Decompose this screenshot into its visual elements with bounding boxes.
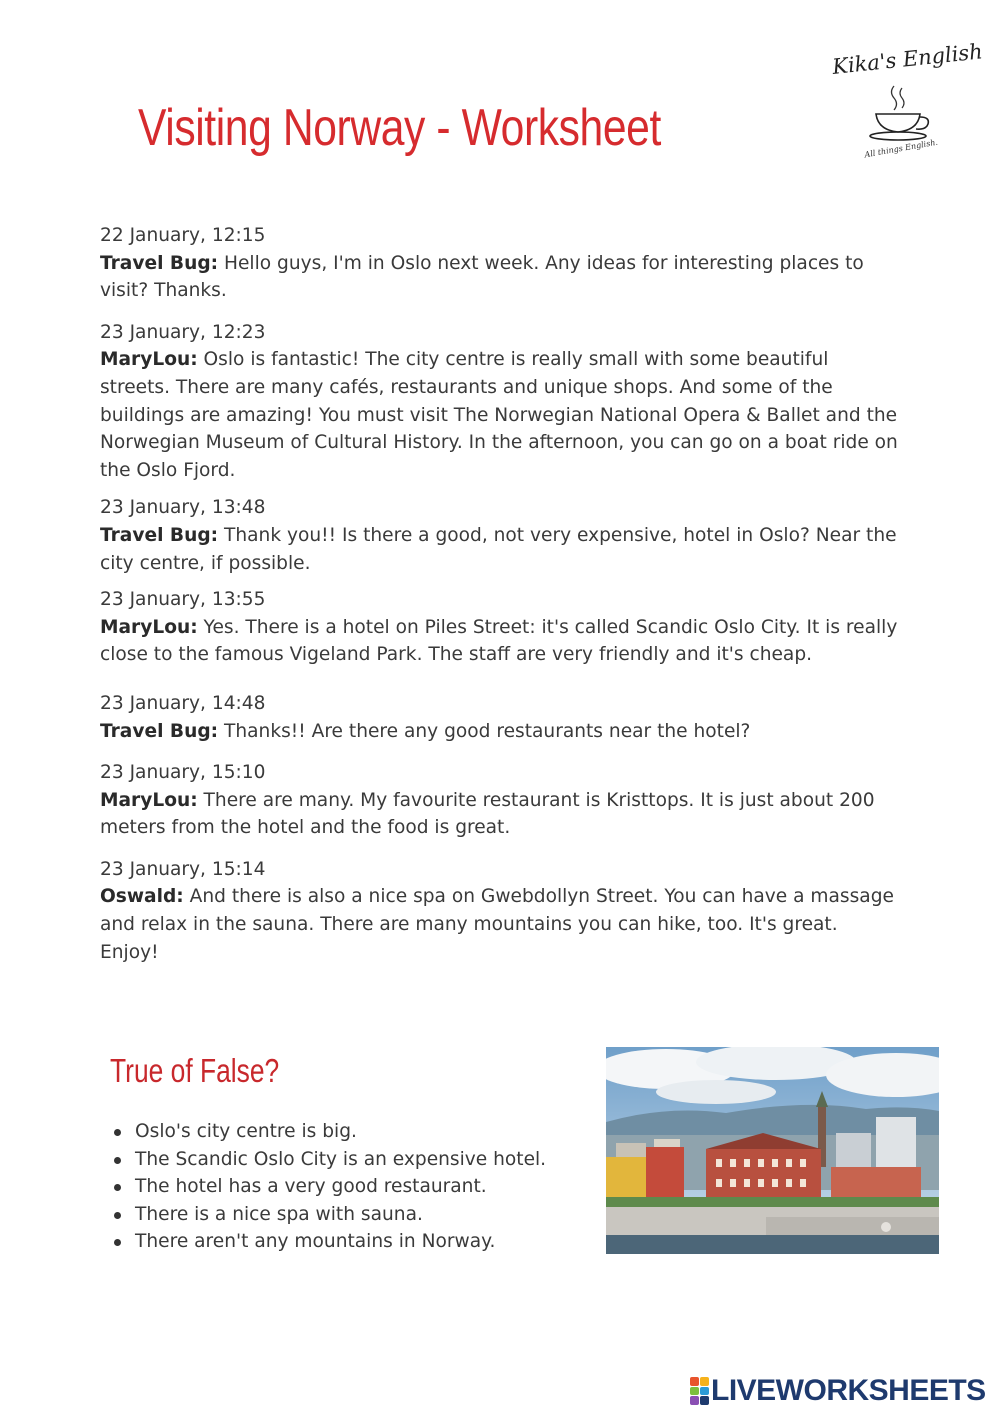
forum-post xyxy=(100,856,900,966)
post-author: Oswald: xyxy=(100,886,184,908)
forum-post xyxy=(100,494,900,577)
post-date: 23 January, 13:48 xyxy=(100,497,266,519)
forum-post xyxy=(100,759,900,842)
true-false-heading: True of False? xyxy=(110,1052,280,1089)
forum-post xyxy=(100,222,900,305)
post-text: Thanks!! Are there any good restaurants near the hotel? xyxy=(218,720,751,742)
post-date: 23 January, 15:10 xyxy=(100,762,266,784)
logo-tagline: All things English. xyxy=(863,137,939,160)
post-text: And there is also a nice spa on Gwebdollyn Street. You can have a massage and relax in the sauna. There are many mountains you can hike, too. It's great. Enjoy! xyxy=(100,886,894,963)
post-date: 22 January, 12:15 xyxy=(100,225,266,246)
oslo-city-photo xyxy=(606,1047,939,1254)
post-text: Thank you!! Is there a good, not very expensive, hotel in Oslo? Near the city centre, if possible. xyxy=(100,524,897,574)
post-author: MaryLou: xyxy=(100,616,198,638)
list-item: There aren't any mountains in Norway. xyxy=(135,1228,605,1256)
worksheet-title: Visiting Norway - Worksheet xyxy=(138,99,661,157)
post-author: Travel Bug: xyxy=(100,524,219,546)
true-false-list xyxy=(108,1118,605,1256)
post-date: 23 January, 15:14 xyxy=(100,858,266,880)
list-item: There is a nice spa with sauna. xyxy=(135,1201,605,1229)
post-text: Hello guys, I'm in Oslo next week. Any ideas for interesting places to visit? Thanks. xyxy=(100,252,864,302)
post-text: There are many. My favourite restaurant is Kristtops. It is just about 200 meters from the hotel and the food is great. xyxy=(100,789,875,839)
post-author: MaryLou: xyxy=(100,789,198,811)
forum-post xyxy=(100,319,900,485)
post-author: MaryLou: xyxy=(100,349,198,371)
post-author: Travel Bug: xyxy=(100,720,219,742)
list-item: The Scandic Oslo City is an expensive hotel. xyxy=(135,1146,605,1174)
liveworksheets-logo-icon xyxy=(690,1377,709,1405)
liveworksheets-text: LIVEWORKSHEETS xyxy=(711,1374,986,1407)
post-text: Yes. There is a hotel on Piles Street: it's called Scandic Oslo City. It is really close to the famous Vigeland Park. The staff are very friendly and it's cheap. xyxy=(100,616,898,666)
forum-post xyxy=(100,586,900,669)
logo-text: Kika's English xyxy=(831,39,984,79)
post-date: 23 January, 14:48 xyxy=(100,692,266,714)
list-item: Oslo's city centre is big. xyxy=(135,1118,605,1146)
forum-thread xyxy=(100,222,900,966)
post-date: 23 January, 13:55 xyxy=(100,589,266,611)
kikas-english-logo xyxy=(831,39,984,165)
list-item: The hotel has a very good restaurant. xyxy=(135,1173,605,1201)
liveworksheets-brand xyxy=(690,1374,986,1408)
post-date: 23 January, 12:23 xyxy=(100,321,266,343)
post-author: Travel Bug: xyxy=(100,252,219,274)
coffee-cup-icon xyxy=(864,82,934,144)
post-text: Oslo is fantastic! The city centre is really small with some beautiful streets. There are many cafés, restaurants and unique shops. And some of the buildings are amazing! You must visit The Norwegian National Opera & Ballet and the Norwegian Museum of Cultural History. In the afternoon, you can go on a boat ride on the Oslo Fjord. xyxy=(100,349,898,481)
forum-post xyxy=(100,690,900,745)
